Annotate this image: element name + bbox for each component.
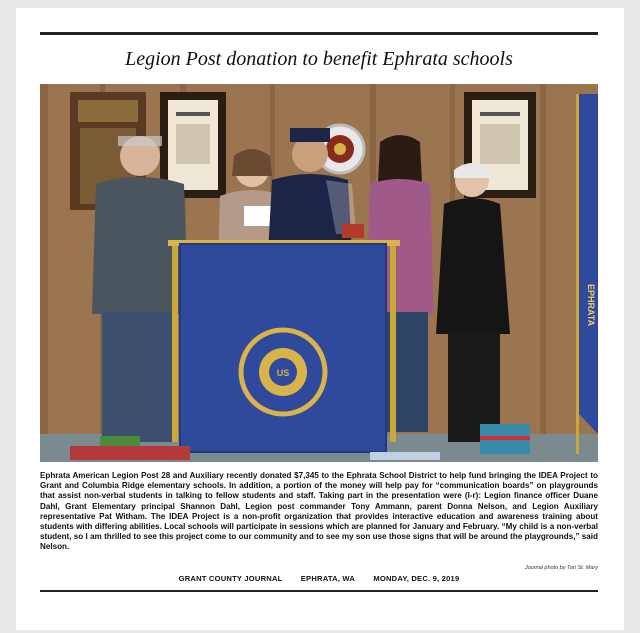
svg-text:EPHRATA: EPHRATA <box>586 284 596 327</box>
bottom-rule <box>40 590 598 592</box>
photo-caption: Ephrata American Legion Post 28 and Auxiliary recently donated $7,345 to the Ephrata School District to help fund bringing the IDEA Project to Grant and Columbia Ridge elementary schools. In addition, a portion of the money will help pay for “communication boards” on playgrounds that assist non-verbal students in talking to fellow students and staff. Taking part in the presentation were (l-r): Legion finance officer Duane Dahl, Grant Elementary principal Shannon Dahl, Legion post commander Tony Ammann, parent Donna Nelson, and Legion Auxiliary representative Pat Witham. The IDEA Project is a non-profit organization that provides interactive education and awareness training about students with differing abilities. Local schools will participate in sessions which are planned for January and February. “My child is a non-verbal student, so I am thrilled to see this project come to our community and to see my son use those signs that will be around the playgrounds,” said Nelson. <box>40 471 598 552</box>
newspaper-clipping <box>16 8 624 630</box>
publication-footer <box>40 574 598 583</box>
svg-text:US: US <box>276 368 290 378</box>
photo-credit: Journal photo by Tori St. Mary <box>524 565 598 571</box>
publication-location: EPHRATA, WA <box>300 574 356 583</box>
headline: Legion Post donation to benefit Ephrata schools <box>125 48 513 70</box>
news-photo <box>40 84 598 462</box>
publication-name: GRANT COUNTY JOURNAL <box>178 574 283 583</box>
top-rule <box>40 32 598 35</box>
photo-illustration <box>40 84 598 462</box>
publication-date: MONDAY, DEC. 9, 2019 <box>373 574 460 583</box>
legion-flag <box>576 94 598 454</box>
legion-banner <box>168 240 400 452</box>
